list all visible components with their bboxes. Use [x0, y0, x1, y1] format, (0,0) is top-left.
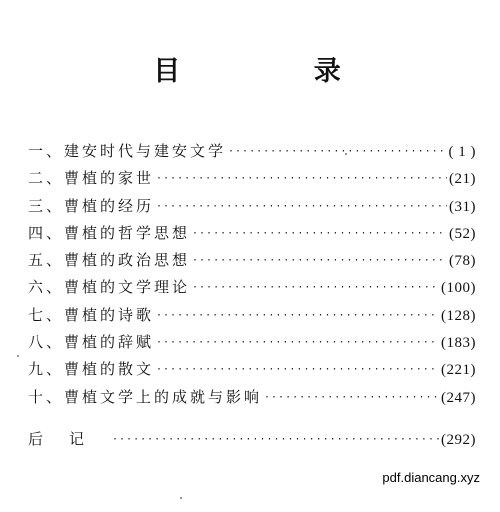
toc-entry-label: 四、曹植的哲学思想 — [28, 223, 191, 242]
dot-leader — [112, 434, 439, 445]
toc-entry-label: 五、曹植的政治思想 — [28, 251, 191, 270]
dot-leader — [192, 282, 439, 293]
toc-entry-label: 十、曹植文学上的成就与影响 — [28, 387, 263, 406]
dot-leader — [156, 310, 439, 321]
toc-entry-page: ( 1 ) — [448, 144, 476, 160]
toc-entry-label: 一、建安时代与建安文学 — [28, 142, 227, 160]
dot-leader — [156, 173, 447, 184]
dot-leader — [156, 201, 447, 212]
toc-entry-label: 七、曹植的诗歌 — [28, 305, 155, 324]
scan-speck — [17, 355, 19, 357]
toc-entry-label: 二、曹植的家世 — [28, 169, 155, 188]
toc-entry[interactable] — [28, 386, 476, 413]
page-title: 目 录 — [153, 56, 403, 87]
dot-leader — [156, 337, 439, 348]
toc-entry-page: (21) — [449, 171, 476, 188]
afterword-entry[interactable] — [28, 428, 476, 455]
toc-entry[interactable] — [28, 195, 476, 222]
toc-entry-page: (247) — [441, 389, 476, 406]
toc-entry[interactable] — [28, 167, 476, 194]
scan-speck — [180, 497, 182, 499]
table-of-contents — [28, 140, 476, 413]
toc-entry-page: (128) — [441, 307, 476, 324]
dot-leader — [192, 228, 447, 239]
toc-entry[interactable] — [28, 140, 476, 167]
dot-leader — [264, 392, 439, 403]
toc-entry-page: (183) — [441, 335, 476, 352]
toc-entry-label: 三、曹植的经历 — [28, 196, 155, 215]
watermark: pdf.diancang.xyz — [382, 470, 480, 485]
toc-entry[interactable] — [28, 358, 476, 385]
toc-entry-page: (100) — [441, 280, 476, 297]
toc-entry-label: 八、曹植的辞赋 — [28, 333, 155, 352]
toc-entry-page: (221) — [441, 362, 476, 379]
dot-leader — [192, 255, 447, 266]
toc-entry[interactable] — [28, 249, 476, 276]
toc-entry-label: 六、曹植的文学理论 — [28, 278, 191, 297]
toc-entry[interactable] — [28, 222, 476, 249]
afterword-page: (292) — [441, 432, 476, 448]
toc-entry[interactable] — [28, 304, 476, 331]
toc-entry-page: (78) — [449, 253, 476, 270]
dot-leader — [156, 364, 439, 375]
scan-speck — [345, 153, 347, 155]
toc-entry[interactable] — [28, 276, 476, 303]
afterword-label: 后记 — [28, 430, 111, 448]
toc-entry-page: (52) — [449, 225, 476, 242]
toc-entry-page: (31) — [449, 198, 476, 215]
toc-entry-label: 九、曹植的散文 — [28, 360, 155, 379]
toc-entry[interactable] — [28, 331, 476, 358]
dot-leader — [228, 146, 446, 157]
toc-entry[interactable] — [28, 428, 476, 455]
